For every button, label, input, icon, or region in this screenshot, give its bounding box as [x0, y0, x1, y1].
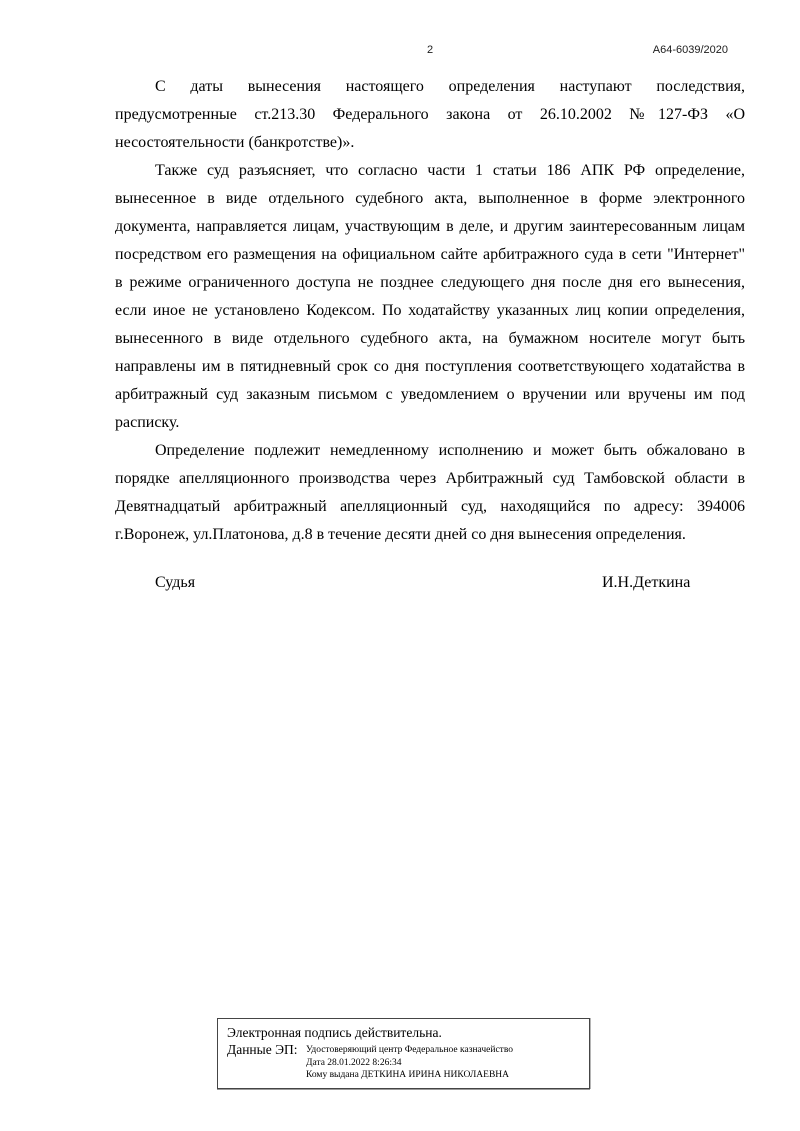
text-line: предусмотренные ст.213.30 Федерального закона от 26.10.2002 №127-ФЗ «О	[115, 106, 745, 123]
text-line: расписку.	[115, 414, 180, 431]
text-line: порядке апелляционного производства через Арбитражный суд Тамбовской области в	[115, 470, 745, 487]
stamp-details	[306, 1042, 513, 1082]
electronic-signature-stamp	[217, 1018, 590, 1089]
text-line: направлены им в пятидневный срок со дня поступления соответствующего ходатайства в	[115, 358, 745, 375]
text-line: несостоятельности (банкротстве)».	[115, 134, 355, 151]
page-header	[0, 44, 800, 60]
document-body	[115, 73, 745, 549]
page-number: 2	[426, 44, 434, 56]
text-line: вынесенного в виде отдельного судебного акта, на бумажном носителе могут быть	[115, 330, 745, 347]
stamp-row	[227, 1042, 581, 1082]
stamp-detail-line: Удостоверяющий центр Федеральное казначейство	[306, 1045, 513, 1055]
paragraph	[115, 157, 745, 437]
paragraph	[115, 437, 745, 549]
signature-row	[115, 574, 745, 596]
signature-name: И.Н.Деткина	[602, 574, 691, 591]
text-line: вынесенное в виде отдельного судебного акта, выполненное в форме электронного	[115, 190, 745, 207]
text-line: в режиме ограниченного доступа не позднее следующего дня после дня его вынесения,	[115, 274, 745, 291]
text-line: если иное не установлено Кодексом. По ходатайству указанных лиц копии определения,	[115, 302, 745, 319]
text-line: г.Воронеж, ул.Платонова, д.8 в течение десяти дней со дня вынесения определения.	[115, 526, 686, 543]
text-line: посредством его размещения на официальном сайте арбитражного суда в сети "Интернет"	[115, 246, 745, 263]
text-line: арбитражный суд заказным письмом с уведомлением о вручении или вручены им под	[115, 386, 745, 403]
paragraph	[115, 73, 745, 157]
stamp-detail-line: Кому выдана ДЕТКИНА ИРИНА НИКОЛАЕВНА	[306, 1070, 510, 1080]
case-number: А64-6039/2020	[652, 44, 728, 56]
text-line: Определение подлежит немедленному исполнению и может быть обжаловано в	[155, 442, 745, 459]
stamp-label: Данные ЭП:	[227, 1042, 298, 1057]
text-line: С даты вынесения настоящего определения наступают последствия,	[155, 78, 745, 95]
signature-role: Судья	[155, 574, 196, 591]
text-line: документа, направляется лицам, участвующим в деле, и другим заинтересованным лицам	[115, 218, 745, 235]
stamp-title: Электронная подпись действительна.	[227, 1025, 442, 1040]
text-line: Также суд разъясняет, что согласно части 1 статьи 186 АПК РФ определение,	[155, 162, 745, 179]
text-line: Девятнадцатый арбитражный апелляционный суд, находящийся по адресу: 394006	[115, 498, 745, 515]
stamp-detail-line: Дата 28.01.2022 8:26:34	[306, 1057, 402, 1068]
